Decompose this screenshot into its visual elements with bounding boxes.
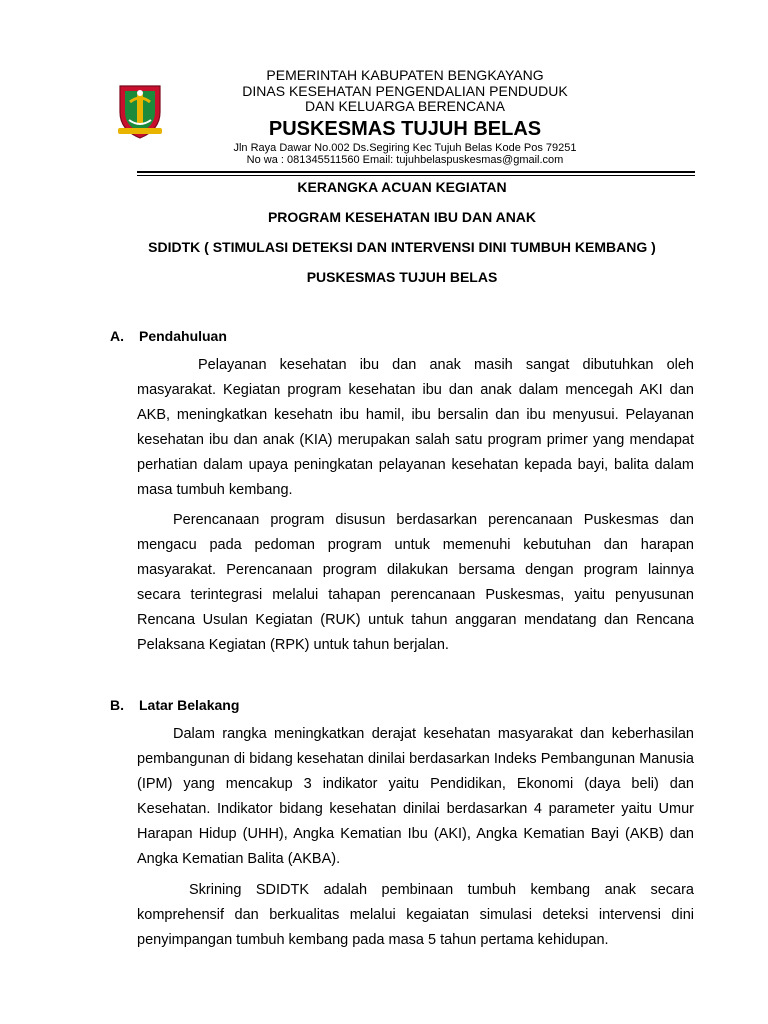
section-heading-a — [110, 328, 227, 344]
letterhead-government: PEMERINTAH KABUPATEN BENGKAYANG — [266, 67, 544, 83]
letterhead — [190, 68, 620, 167]
letterhead-contact: No wa : 081345511560 Email: tujuhbelaspuskesmas@gmail.com — [246, 154, 564, 166]
letterhead-address: Jln Raya Dawar No.002 Ds.Segiring Kec Tujuh Belas Kode Pos 79251 — [233, 141, 577, 154]
document-title: KERANGKA ACUAN KEGIATAN — [297, 179, 507, 195]
regency-crest-icon — [116, 82, 164, 140]
letterhead-department-cont: DAN KELUARGA BERENCANA — [305, 98, 505, 114]
section-letter: B. — [110, 697, 124, 713]
section-heading-b — [110, 697, 239, 713]
letterhead-rule-thin — [137, 175, 695, 176]
activity-title: SDIDTK ( STIMULASI DETEKSI DAN INTERVENSI DINI TUMBUH KEMBANG ) — [148, 239, 656, 255]
document-titles — [100, 180, 704, 300]
program-title: PROGRAM KESEHATAN IBU DAN ANAK — [267, 209, 537, 225]
paragraph-b1: Dalam rangka meningkatkan derajat kesehatan masyarakat dan keberhasilan pembangunan di bidang kesehatan dinilai berdasarkan Indeks Pembangunan Manusia (IPM) yang mencakup 3 indikator yaitu Pendidikan, Ekonomi (daya beli) dan Kesehatan. Indikator bidang kesehatan dinilai berdasarkan 4 parameter yaitu Umur Harapan Hidup (UHH), Angka Kematian Ibu (AKI), Angka Kematian Bayi (AKB) dan Angka Kematian Balita (AKBA). — [137, 726, 694, 867]
letterhead-rule-thick — [137, 171, 695, 173]
letterhead-department: DINAS KESEHATAN PENGENDALIAN PENDUDUK — [242, 82, 568, 99]
paragraph-a2: Perencanaan program disusun berdasarkan perencanaan Puskesmas dan mengacu pada pedoman program untuk memenuhi kebutuhan dan harapan masyarakat. Perencanaan program dilakukan bersama dengan program lainnya secara terintegrasi melalui tahapan perencanaan Puskesmas, yaitu penyusunan Rencana Usulan Kegiatan (RUK) untuk tahun anggaran mendatang dan Rencana Pelaksana Kegiatan (RPK) untuk tahun berjalan. — [137, 512, 694, 653]
location-title: PUSKESMAS TUJUH BELAS — [306, 269, 498, 285]
letterhead-institution-name: PUSKESMAS TUJUH BELAS — [268, 117, 542, 140]
section-title: Pendahuluan — [139, 328, 227, 344]
section-title: Latar Belakang — [139, 697, 240, 713]
paragraph-b2: Skrining SDIDTK adalah pembinaan tumbuh kembang anak secara komprehensif dan berkualitas melalui kegaiatan simulasi deteksi intervensi dini penyimpangan tumbuh kembang pada masa 5 tahun pertama kehidupan. — [137, 882, 694, 948]
section-letter: A. — [110, 328, 124, 344]
paragraph-a1: Pelayanan kesehatan ibu dan anak masih sangat dibutuhkan oleh masyarakat. Kegiatan program kesehatan ibu dan anak dalam mencegah AKI dan AKB, meningkatkan kesehatn ibu hamil, ibu bersalin dan ibu menyusui. Pelayanan kesehatan ibu dan anak (KIA) merupakan salah satu program primer yang mendapat perhatian dalam upaya peningkatan pelayanan kesehatan kepada bayi, balita dalam masa tumbuh kembang. — [137, 357, 694, 498]
